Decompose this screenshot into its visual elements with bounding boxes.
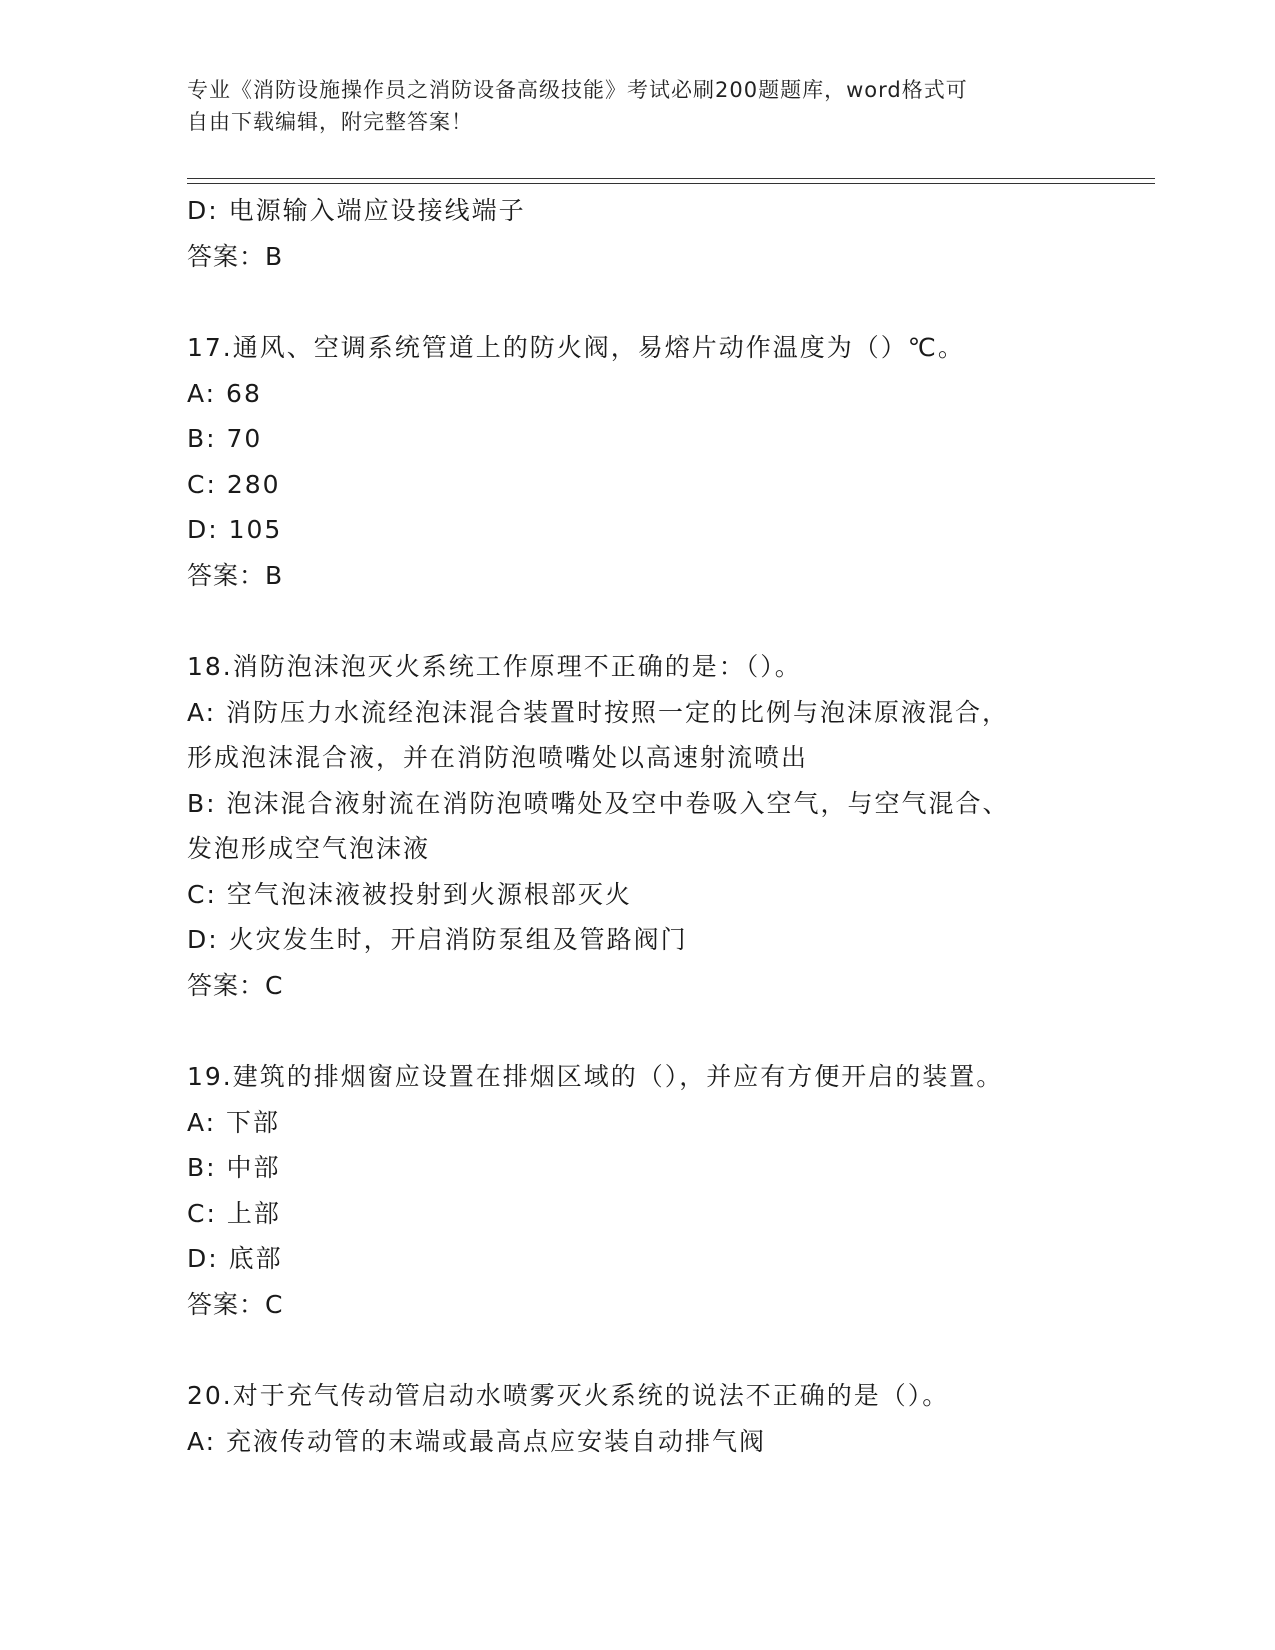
option-d: D: 电源输入端应设接线端子: [187, 196, 526, 225]
question-block-20: [187, 1373, 1087, 1464]
option-d: D: 底部: [187, 1244, 283, 1273]
header-rule-bottom: [187, 183, 1155, 184]
question-text: 18.消防泡沫泡灭火系统工作原理不正确的是：（）。: [187, 652, 802, 681]
option-b-line-1: B: 泡沫混合液射流在消防泡喷嘴处及空中卷吸入空气，与空气混合、: [187, 788, 1010, 818]
answer-line: 答案：B: [187, 560, 284, 590]
question-block-16-tail: [187, 188, 1087, 279]
option-c: C: 上部: [187, 1198, 281, 1228]
option-d: D: 火灾发生时，开启消防泵组及管路阀门: [187, 925, 688, 954]
header-line-1: 专业《消防设施操作员之消防设备高级技能》考试必刷200题题库，word格式可: [187, 78, 968, 102]
question-text: 17.通风、空调系统管道上的防火阀，易熔片动作温度为（）℃。: [187, 333, 965, 362]
option-b: B: 中部: [187, 1153, 281, 1182]
option-a: A: 下部: [187, 1107, 281, 1137]
question-block-18: [187, 644, 1087, 1008]
header-line-2: 自由下载编辑，附完整答案！: [187, 110, 473, 134]
question-text: 20.对于充气传动管启动水喷雾灭火系统的说法不正确的是（）。: [187, 1381, 950, 1410]
question-block-19: [187, 1054, 1087, 1327]
option-c: C: 280: [187, 469, 281, 499]
option-a: A: 充液传动管的末端或最高点应安装自动排气阀: [187, 1426, 767, 1456]
option-a: A: 68: [187, 378, 262, 408]
answer-line: 答案：B: [187, 241, 284, 271]
option-c: C: 空气泡沫液被投射到火源根部灭火: [187, 879, 632, 909]
answer-line: 答案：C: [187, 1289, 284, 1319]
option-a-line-1: A: 消防压力水流经泡沫混合装置时按照一定的比例与泡沫原液混合，: [187, 697, 1010, 727]
question-text: 19.建筑的排烟窗应设置在排烟区域的（），并应有方便开启的装置。: [187, 1062, 1004, 1091]
option-b-line-2: 发泡形成空气泡沫液: [187, 834, 431, 863]
option-b: B: 70: [187, 424, 263, 453]
option-a-line-2: 形成泡沫混合液，并在消防泡喷嘴处以高速射流喷出: [187, 743, 809, 772]
answer-line: 答案：C: [187, 970, 284, 1000]
document-header: [187, 74, 1087, 138]
option-d: D: 105: [187, 515, 283, 544]
header-rule-top: [187, 178, 1155, 179]
question-block-17: [187, 325, 1087, 598]
document-body: [187, 188, 1087, 1464]
